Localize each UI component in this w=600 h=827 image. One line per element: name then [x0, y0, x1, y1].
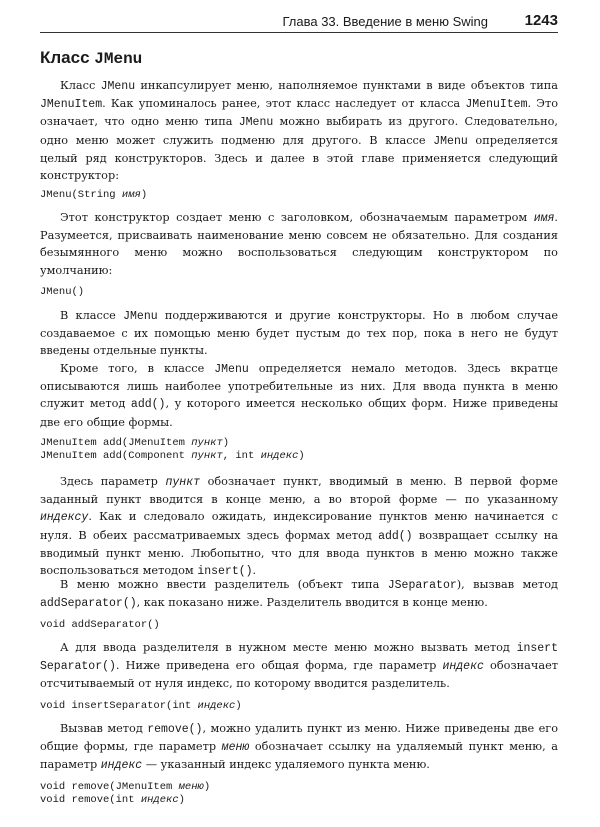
- paragraph-add-description: Здесь параметр пункт обозначает пункт, вводимый в меню. В первой форме заданный пункт вводится в конце меню, а во второй форме — по указанному индексу. Как и следовало ожидать, индексирование пунктов меню начинается с нуля. В обеих рассматриваемых здесь формах метод add() возвращает ссылку на вводимый пункт меню. Любопытно, что для ввода пунктов в меню можно также воспользоваться методом insert().: [40, 475, 559, 579]
- code-constructor: JMenu(String имя): [40, 189, 148, 201]
- paragraph-remove: Вызвав метод remove(), можно удалить пункт из меню. Ниже приведены две его общие формы, где параметр меню обозначает ссылку на удаляемый пункт меню, а параметр индекс — указанный индекс удаляемого пункта меню.: [40, 722, 558, 773]
- paragraph-separator: В меню можно ввести разделитель (объект типа JSeparator), вызвав метод addSeparator(), как показано ниже. Разделитель вводится в конце меню.: [40, 578, 558, 611]
- paragraph-constructor: Этот конструктор создает меню с заголовком, обозначаемым параметром имя. Разумеется, присваивать наименование меню совсем не обязательно. Для создания безымянного меню можно воспользоваться следующим конструктором по умолчанию:: [40, 211, 558, 277]
- paragraph-other-constructors: В классе JMenu поддерживаются и другие конструкторы. Но в любом случае создаваемое с их помощью меню будет пустым до тех пор, пока в него не будут введены отдельные пункты.: [40, 309, 559, 358]
- code-remove-methods: void remove(JMenuItem меню) void remove(int индекс): [40, 781, 211, 806]
- code-insert-separator: void insertSeparator(int индекс): [40, 700, 242, 712]
- page-number: 1243: [524, 12, 558, 29]
- code-default-constructor: JMenu(): [40, 286, 85, 298]
- section-heading-class: JMenu: [94, 50, 143, 68]
- section-heading: Класс JMenu: [40, 48, 143, 68]
- running-header: [40, 12, 558, 33]
- code-add-methods: JMenuItem add(JMenuItem пункт) JMenuItem add(Component пункт, int индекс): [40, 437, 305, 462]
- chapter-title: Глава 33. Введение в меню Swing: [282, 14, 488, 29]
- paragraph-intro: Класс JMenu инкапсулирует меню, наполняемое пунктами в виде объектов типа JMenuItem. Как упоминалось ранее, этот класс наследует от класса JMenuItem. Это означает, что одно меню типа JMenu можно выбирать из другого. Следовательно, одно меню может служить подменю для другого. В классе JMenu определяется целый ряд конструкторов. Здесь и далее в этой главе применяется следующий конструктор:: [40, 79, 559, 183]
- paragraph-methods: Кроме того, в классе JMenu определяется немало методов. Здесь вкратце описываются лишь наиболее употребительные из них. Для ввода пункта в меню служит метод add(), у которого имеется несколько общих форм. Ниже приведены две его общие формы.: [40, 362, 558, 429]
- code-add-separator: void addSeparator(): [40, 619, 160, 631]
- paragraph-insert-separator: А для ввода разделителя в нужном месте меню можно вызвать метод insert Separator(). Ниже приведена его общая форма, где параметр индекс обозначает отсчитываемый от нуля индекс, по которому вводится разделитель.: [40, 641, 559, 691]
